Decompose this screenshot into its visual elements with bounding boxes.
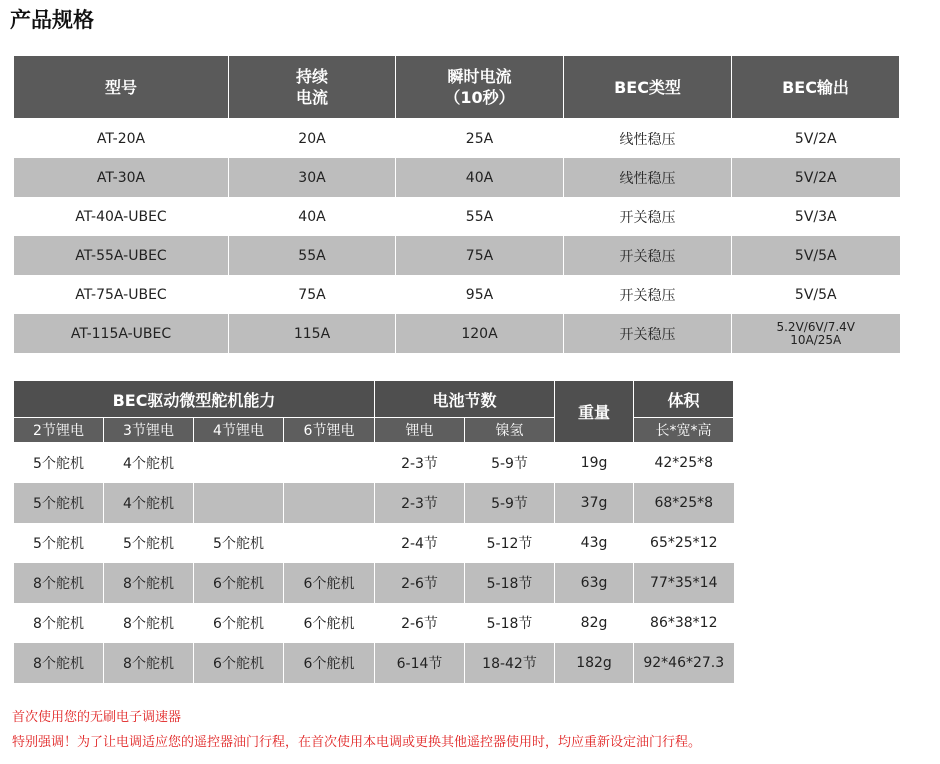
capability-cell: 2-3节 — [375, 443, 465, 484]
spec-cell: 线性稳压 — [564, 158, 732, 197]
spec-cell: 120A — [396, 314, 564, 353]
page-title: 产品规格 — [10, 8, 94, 32]
spec-cell: 5V/5A — [732, 236, 900, 275]
table-row — [14, 119, 900, 159]
spec-cell: 开关稳压 — [564, 236, 732, 275]
table-row — [14, 197, 900, 236]
capability-cell — [284, 483, 375, 523]
spec-cell: 线性稳压 — [564, 119, 732, 159]
spec-cell: 30A — [229, 158, 396, 197]
spec-cell: AT-40A-UBEC — [14, 197, 229, 236]
spec-cell: 5V/3A — [732, 197, 900, 236]
spec-cell: 55A — [396, 197, 564, 236]
spec-header-burst-current: 瞬时电流 （10秒） — [396, 56, 564, 119]
table-row — [14, 483, 734, 523]
spec-cell: 5V/2A — [732, 119, 900, 159]
capability-cell: 8个舵机 — [104, 563, 194, 603]
capability-cell: 68*25*8 — [634, 483, 734, 523]
capability-cell: 6个舵机 — [194, 563, 284, 603]
spec-cell: 40A — [396, 158, 564, 197]
capability-cell: 42*25*8 — [634, 443, 734, 484]
spec-cell: 5.2V/6V/7.4V 10A/25A — [732, 314, 900, 353]
capability-cell: 8个舵机 — [14, 603, 104, 643]
table-row — [14, 603, 734, 643]
table-row — [14, 236, 900, 275]
table-row — [14, 314, 900, 353]
capability-cell: 92*46*27.3 — [634, 643, 734, 683]
spec-header-bec-type: BEC类型 — [564, 56, 732, 119]
spec-cell: 115A — [229, 314, 396, 353]
capability-cell: 19g — [555, 443, 634, 484]
capability-cell: 5-18节 — [465, 563, 555, 603]
subheader-6s-lipo: 6节锂电 — [284, 418, 375, 443]
capability-cell: 77*35*14 — [634, 563, 734, 603]
spec-cell: AT-30A — [14, 158, 229, 197]
capability-cell — [194, 443, 284, 484]
spec-cell: 55A — [229, 236, 396, 275]
capability-cell: 5个舵机 — [14, 443, 104, 484]
spec-cell: 开关稳压 — [564, 197, 732, 236]
table-row — [14, 643, 734, 683]
capability-cell: 8个舵机 — [14, 643, 104, 683]
capability-cell: 8个舵机 — [14, 563, 104, 603]
capability-cell: 4个舵机 — [104, 443, 194, 484]
capability-cell: 18-42节 — [465, 643, 555, 683]
subheader-3s-lipo: 3节锂电 — [104, 418, 194, 443]
subheader-dimensions: 长*宽*高 — [634, 418, 734, 443]
spec-cell: AT-20A — [14, 119, 229, 159]
spec-cell: AT-115A-UBEC — [14, 314, 229, 353]
capability-cell: 6个舵机 — [284, 563, 375, 603]
spec-cell: 5V/2A — [732, 158, 900, 197]
spec-table — [13, 55, 900, 353]
table-row — [14, 275, 900, 314]
capability-cell: 2-6节 — [375, 603, 465, 643]
subheader-4s-lipo: 4节锂电 — [194, 418, 284, 443]
capability-cell: 5-9节 — [465, 443, 555, 484]
capability-cell: 2-3节 — [375, 483, 465, 523]
capability-cell: 8个舵机 — [104, 643, 194, 683]
capability-header-row — [14, 381, 734, 418]
header-volume: 体积 — [634, 381, 734, 418]
subheader-lipo: 锂电 — [375, 418, 465, 443]
header-battery-cells: 电池节数 — [375, 381, 555, 418]
capability-cell: 5-12节 — [465, 523, 555, 563]
spec-cell: 75A — [229, 275, 396, 314]
spec-cell: 开关稳压 — [564, 314, 732, 353]
capability-cell: 5-18节 — [465, 603, 555, 643]
capability-cell: 6-14节 — [375, 643, 465, 683]
capability-cell: 5个舵机 — [104, 523, 194, 563]
spec-cell: 开关稳压 — [564, 275, 732, 314]
subheader-2s-lipo: 2节锂电 — [14, 418, 104, 443]
capability-cell: 5个舵机 — [14, 483, 104, 523]
capability-cell: 2-4节 — [375, 523, 465, 563]
capability-cell: 43g — [555, 523, 634, 563]
capability-cell: 82g — [555, 603, 634, 643]
spec-cell: 95A — [396, 275, 564, 314]
capability-table — [13, 380, 734, 683]
capability-cell: 6个舵机 — [194, 603, 284, 643]
capability-cell: 8个舵机 — [104, 603, 194, 643]
spec-cell: AT-75A-UBEC — [14, 275, 229, 314]
header-weight: 重量 — [555, 381, 634, 443]
capability-cell: 6个舵机 — [194, 643, 284, 683]
capability-cell — [284, 443, 375, 484]
capability-cell: 5个舵机 — [14, 523, 104, 563]
capability-cell: 6个舵机 — [284, 643, 375, 683]
capability-cell: 6个舵机 — [284, 603, 375, 643]
capability-cell: 2-6节 — [375, 563, 465, 603]
first-use-note: 首次使用您的无刷电子调速器 — [12, 710, 182, 725]
spec-header-model: 型号 — [14, 56, 229, 119]
table-row — [14, 523, 734, 563]
capability-cell: 37g — [555, 483, 634, 523]
capability-cell: 86*38*12 — [634, 603, 734, 643]
capability-cell: 182g — [555, 643, 634, 683]
throttle-calibration-note: 特别强调！为了让电调适应您的遥控器油门行程，在首次使用本电调或更换其他遥控器使用时，均应重新设定油门行程。 — [12, 735, 702, 750]
spec-table-header-row — [14, 56, 900, 119]
capability-cell — [194, 483, 284, 523]
table-row — [14, 158, 900, 197]
subheader-nimh: 镍氢 — [465, 418, 555, 443]
spec-cell: 5V/5A — [732, 275, 900, 314]
capability-cell — [284, 523, 375, 563]
table-row — [14, 443, 734, 484]
capability-cell: 4个舵机 — [104, 483, 194, 523]
header-servo-capability: BEC驱动微型舵机能力 — [14, 381, 375, 418]
spec-cell: AT-55A-UBEC — [14, 236, 229, 275]
capability-cell: 5个舵机 — [194, 523, 284, 563]
spec-cell: 20A — [229, 119, 396, 159]
spec-cell: 25A — [396, 119, 564, 159]
spec-cell: 75A — [396, 236, 564, 275]
spec-header-bec-output: BEC输出 — [732, 56, 900, 119]
capability-cell: 63g — [555, 563, 634, 603]
capability-cell: 65*25*12 — [634, 523, 734, 563]
spec-header-continuous-current: 持续 电流 — [229, 56, 396, 119]
spec-cell: 40A — [229, 197, 396, 236]
table-row — [14, 563, 734, 603]
capability-cell: 5-9节 — [465, 483, 555, 523]
